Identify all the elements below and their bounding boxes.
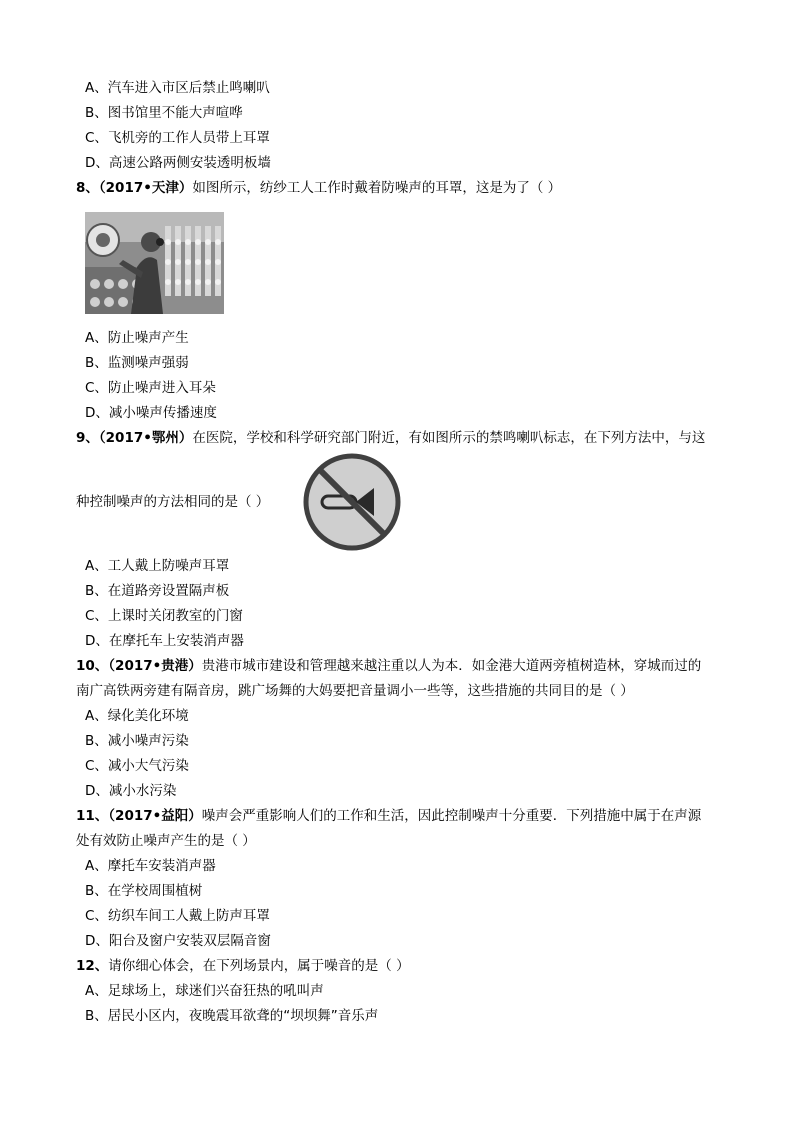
q12-stem: 12、请你细心体会，在下列场景内，属于噪音的是（ ） xyxy=(76,958,410,974)
q10-option-b: B、减小噪声污染 xyxy=(85,733,189,749)
q9-option-a: A、工人戴上防噪声耳罩 xyxy=(85,558,230,574)
no-horn-sign xyxy=(302,452,402,552)
q10-option-a: A、绿化美化环境 xyxy=(85,708,189,724)
no-horn-icon xyxy=(302,452,402,552)
q7-option-c: C、飞机旁的工作人员带上耳罩 xyxy=(85,130,270,146)
q11-stem-line1: 11、（2017•益阳）噪声会严重影响人们的工作和生活，因此控制噪声十分重要．下列措施中属于在声源 xyxy=(76,808,702,824)
q11-option-c: C、纺织车间工人戴上防声耳罩 xyxy=(85,908,270,924)
q11-stem-line2: 处有效防止噪声产生的是（ ） xyxy=(76,833,256,849)
q7-option-a: A、汽车进入市区后禁止鸣喇叭 xyxy=(85,80,270,96)
textile-worker-photo xyxy=(85,212,224,314)
q10-option-c: C、减小大气污染 xyxy=(85,758,189,774)
q9-option-c: C、上课时关闭教室的门窗 xyxy=(85,608,243,624)
q9-option-d: D、在摩托车上安装消声器 xyxy=(85,633,244,649)
q7-option-b: B、图书馆里不能大声喧哗 xyxy=(85,105,243,121)
q11-option-a: A、摩托车安装消声器 xyxy=(85,858,216,874)
q12-option-a: A、足球场上，球迷们兴奋狂热的吼叫声 xyxy=(85,983,324,999)
q11-option-b: B、在学校周围植树 xyxy=(85,883,203,899)
q7-option-d: D、高速公路两侧安装透明板墙 xyxy=(85,155,271,171)
q9-stem-line2: 种控制噪声的方法相同的是（ ） xyxy=(76,494,270,510)
q10-stem-line2: 南广高铁两旁建有隔音房，跳广场舞的大妈要把音量调小一些等，这些措施的共同目的是（ ） xyxy=(76,683,634,699)
q8-option-b: B、监测噪声强弱 xyxy=(85,355,189,371)
q8-option-a: A、防止噪声产生 xyxy=(85,330,189,346)
q9-option-b: B、在道路旁设置隔声板 xyxy=(85,583,230,599)
q10-option-d: D、减小水污染 xyxy=(85,783,177,799)
q10-stem-line1: 10、（2017•贵港）贵港市城市建设和管理越来越注重以人为本．如金港大道两旁植树造林，穿城而过的 xyxy=(76,658,702,674)
textile-worker-photo-drawing xyxy=(85,212,224,314)
q12-option-b: B、居民小区内，夜晚震耳欲聋的“坝坝舞”音乐声 xyxy=(85,1008,379,1024)
q8-option-c: C、防止噪声进入耳朵 xyxy=(85,380,216,396)
q11-option-d: D、阳台及窗户安装双层隔音窗 xyxy=(85,933,271,949)
q8-stem: 8、（2017•天津）如图所示，纺纱工人工作时戴着防噪声的耳罩，这是为了（ ） xyxy=(76,180,562,196)
q8-option-d: D、减小噪声传播速度 xyxy=(85,405,217,421)
q9-stem-line1: 9、（2017•鄂州）在医院，学校和科学研究部门附近，有如图所示的禁鸣喇叭标志，在下列方法中，与这 xyxy=(76,430,706,446)
